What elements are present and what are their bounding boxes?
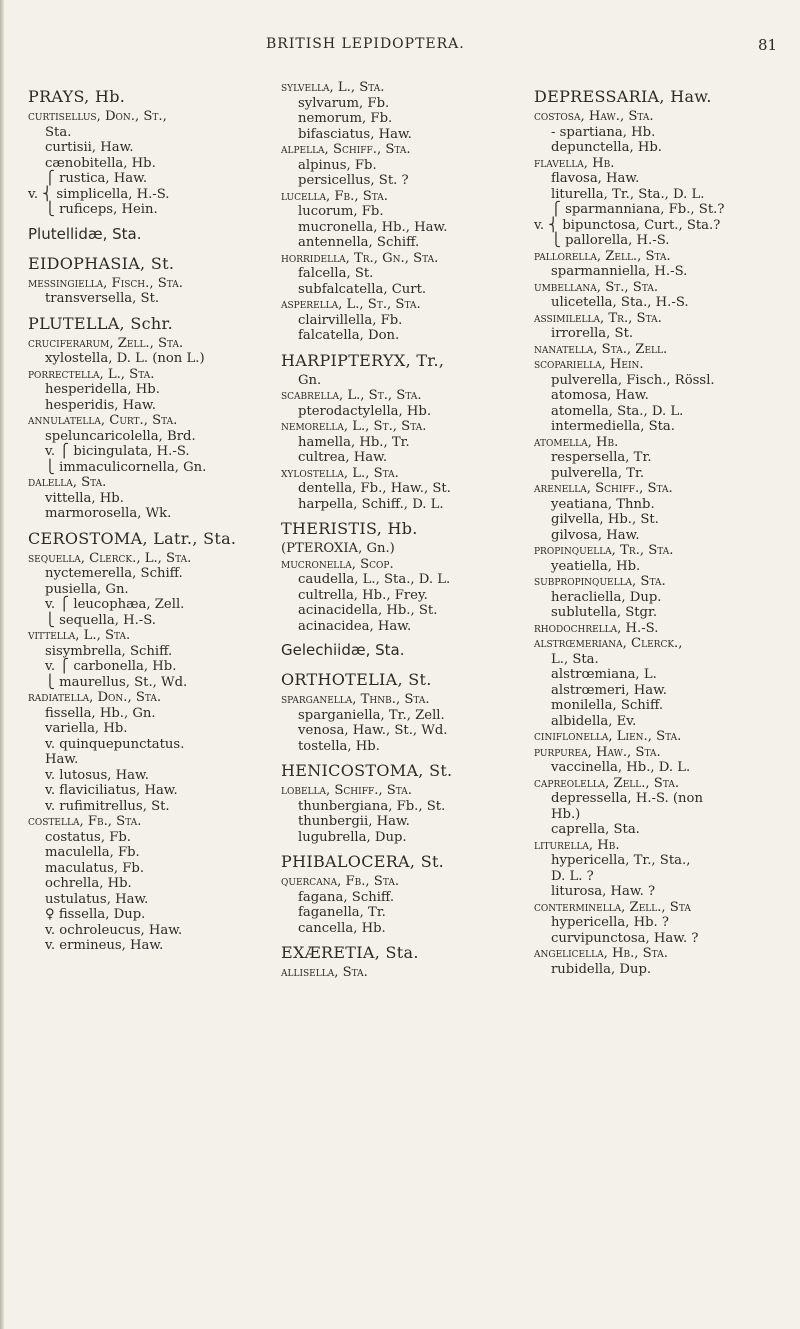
synonym-entry: ustulatus, Haw.: [45, 891, 149, 907]
synonym-entry: marmorosella, Wk.: [45, 506, 172, 521]
synonym-entry: alpinus, Fb.: [298, 157, 377, 173]
synonym-entry: ⎧ sparmanniana, Fb., St.?: [551, 202, 725, 217]
genus-heading: ORTHOTELIA, St.: [281, 670, 432, 689]
synonym-entry: ⎩ ruficeps, Hein.: [45, 202, 158, 217]
species-entry: porrectella, L., Sta.: [28, 366, 155, 382]
synonym-entry: ulicetella, Sta., H.-S.: [551, 295, 689, 310]
synonym-entry: v. quinquepunctatus.: [45, 736, 185, 752]
synonym-entry: falcatella, Don.: [298, 328, 400, 343]
synonym-entry: dentella, Fb., Haw., St.: [298, 481, 451, 496]
species-entry: xylostella, L., Sta.: [281, 465, 399, 481]
synonym-entry: Haw.: [45, 752, 79, 767]
synonym-entry: pulverella, Fisch., Rössl.: [551, 372, 715, 388]
species-entry: alpella, Schiff., Sta.: [281, 142, 411, 157]
synonym-entry: monilella, Schiff.: [551, 698, 664, 713]
species-entry: pallorella, Zell., Sta.: [534, 248, 671, 264]
genus-heading: DEPRESSARIA, Haw.: [534, 87, 712, 106]
synonym-entry: hypericella, Hb. ?: [551, 915, 669, 930]
synonym-entry: hesperidis, Haw.: [45, 397, 156, 413]
species-entry: scabrella, L., St., Sta.: [281, 388, 422, 403]
genus-heading: PLUTELLA, Schr.: [28, 313, 174, 333]
species-entry: lucella, Fb., Sta.: [281, 188, 388, 204]
synonym-entry: ⎩ pallorella, H.-S.: [551, 233, 670, 248]
synonym-entry: thunbergiana, Fb., St.: [298, 798, 446, 814]
synonym-entry: sparganiella, Tr., Zell.: [298, 707, 445, 723]
species-entry: asperella, L., St., Sta.: [281, 297, 421, 312]
species-entry: assimilella, Tr., Sta.: [534, 310, 662, 326]
synonym-entry: faganella, Tr.: [298, 905, 386, 920]
synonym-entry: acinacidea, Haw.: [298, 618, 412, 634]
page-number: 81: [758, 36, 778, 54]
family-heading: Plutellidæ, Sta.: [28, 224, 142, 243]
synonym-entry: v. rufimitrellus, St.: [45, 798, 170, 814]
species-entry: allisella, Sta.: [281, 965, 368, 980]
genus-heading: HENICOSTOMA, St.: [281, 761, 453, 780]
synonym-entry: mucronella, Hb., Haw.: [298, 219, 448, 235]
genus-heading: THERISTIS, Hb.: [281, 519, 418, 538]
synonym-entry: subfalcatella, Curt.: [298, 281, 427, 297]
synonym-entry: pulverella, Tr.: [551, 465, 645, 481]
synonym-entry: cancella, Hb.: [298, 920, 386, 936]
synonym-entry: fagana, Schiff.: [298, 889, 395, 905]
synonym-entry: sublutella, Stgr.: [551, 605, 658, 620]
synonym-entry: curvipunctosa, Haw. ?: [551, 930, 699, 946]
synonym-entry: cultrella, Hb., Frey.: [298, 587, 428, 603]
species-entry: messingiella, Fisch., Sta.: [28, 275, 183, 291]
synonym-entry: cænobitella, Hb.: [45, 155, 156, 171]
synonym-entry: ⎩ immaculicornella, Gn.: [45, 459, 207, 475]
synonym-entry: v. lutosus, Haw.: [45, 767, 149, 783]
species-entry: flavella, Hb.: [534, 155, 615, 171]
synonym-entry: intermediella, Sta.: [551, 419, 675, 434]
synonym-entry: albidella, Ev.: [551, 713, 637, 729]
synonym-entry: liturella, Tr., Sta., D. L.: [551, 186, 705, 202]
running-head: [0, 36, 800, 56]
species-entry: purpurea, Haw., Sta.: [534, 744, 661, 760]
species-entry: vittella, L., Sta.: [28, 628, 131, 643]
synonym-entry: thunbergii, Haw.: [298, 814, 410, 829]
synonym-entry: xylostella, D. L. (non L.): [45, 351, 205, 366]
synonym-entry: persicellus, St. ?: [298, 173, 409, 188]
synonym-entry: pterodactylella, Hb.: [298, 403, 432, 419]
species-entry: costella, Fb., Sta.: [28, 814, 142, 829]
synonym-entry: sylvarum, Fb.: [298, 95, 390, 111]
synonym-entry: v. ⎧ leucophæa, Zell.: [45, 597, 185, 612]
genus-heading: EIDOPHASIA, St.: [28, 253, 175, 273]
genus-heading: CEROSTOMA, Latr., Sta.: [28, 528, 237, 548]
species-entry: costosa, Haw., Sta.: [534, 109, 654, 124]
synonym-entry: bifasciatus, Haw.: [298, 126, 412, 142]
synonym-entry: depunctella, Hb.: [551, 140, 662, 155]
synonym-entry: vaccinella, Hb., D. L.: [551, 760, 691, 775]
synonym-entry: - spartiana, Hb.: [551, 124, 656, 140]
synonym-entry: cultrea, Haw.: [298, 450, 388, 465]
synonym-entry: v. ⎧ carbonella, Hb.: [45, 659, 177, 674]
species-entry: liturella, Hb.: [534, 837, 620, 853]
variety-entry: v. ⎨ simplicella, H.-S.: [28, 186, 170, 202]
synonym-entry: D. L. ?: [551, 868, 594, 884]
species-entry: nanatella, Sta., Zell.: [534, 341, 668, 357]
synonym-entry: atomosa, Haw.: [551, 388, 649, 403]
synonym-entry: yeatiella, Hb.: [551, 558, 641, 574]
column-2: [281, 80, 531, 981]
species-entry: ciniflonella, Lien., Sta.: [534, 729, 682, 744]
synonym-entry: speluncaricolella, Brd.: [45, 428, 196, 444]
synonym-entry: acinacidella, Hb., St.: [298, 603, 438, 618]
species-entry: mucronella, Scop.: [281, 556, 394, 572]
synonym-entry: ♀ fissella, Dup.: [45, 907, 146, 922]
genus-heading: HARPIPTERYX, Tr.,: [281, 350, 445, 370]
species-entry: curtisellus, Don., St.,: [28, 109, 167, 124]
synonym-entry: harpella, Schiff., D. L.: [298, 496, 444, 512]
genus-synonym: (PTEROXIA, Gn.): [281, 541, 395, 556]
genus-heading: EXÆRETIA, Sta.: [281, 943, 419, 962]
synonym-entry: maculella, Fb.: [45, 845, 140, 860]
column-1: [28, 80, 278, 954]
species-entry: radiatella, Don., Sta.: [28, 690, 162, 705]
synonym-entry: v. ⎧ bicingulata, H.-S.: [45, 444, 190, 459]
species-entry: alstrœmeriana, Clerck.,: [534, 636, 683, 651]
species-entry: annulatella, Curt., Sta.: [28, 413, 178, 428]
synonym-entry: transversella, St.: [45, 291, 160, 306]
species-entry: angelicella, Hb., Sta.: [534, 946, 668, 961]
species-entry: horridella, Tr., Gn., Sta.: [281, 250, 439, 266]
synonym-entry: ⎩ sequella, H.-S.: [45, 612, 156, 628]
synonym-entry: L., Sta.: [551, 651, 599, 667]
species-entry: arenella, Schiff., Sta.: [534, 481, 673, 496]
column-3: [534, 80, 784, 977]
synonym-entry: v. ochroleucus, Haw.: [45, 922, 183, 938]
synonym-entry: Hb.): [551, 806, 581, 822]
synonym-entry: alstrœmeri, Haw.: [551, 682, 667, 698]
synonym-entry: costatus, Fb.: [45, 829, 131, 845]
synonym-entry: nyctemerella, Schiff.: [45, 566, 183, 581]
species-entry: atomella, Hb.: [534, 434, 619, 450]
synonym-entry: ochrella, Hb.: [45, 876, 132, 891]
variety-entry: v. ⎨ bipunctosa, Curt., Sta.?: [534, 217, 721, 233]
synonym-entry: sisymbrella, Schiff.: [45, 643, 173, 659]
synonym-entry: depressella, H.-S. (non: [551, 791, 703, 806]
synonym-entry: respersella, Tr.: [551, 450, 652, 465]
synonym-entry: variella, Hb.: [45, 721, 128, 736]
synonym-entry: v. ermineus, Haw.: [45, 938, 164, 953]
species-entry: umbellana, St., Sta.: [534, 279, 659, 295]
synonym-entry: clairvillella, Fb.: [298, 312, 403, 328]
synonym-entry: tostella, Hb.: [298, 738, 380, 754]
synonym-entry: Sta.: [45, 124, 72, 140]
synonym-entry: liturosa, Haw. ?: [551, 884, 656, 899]
binding-gutter: [0, 0, 4, 1329]
synonym-entry: fissella, Hb., Gn.: [45, 705, 156, 721]
synonym-entry: falcella, St.: [298, 266, 374, 281]
family-heading: Gelechiidæ, Sta.: [281, 641, 405, 659]
synonym-entry: antennella, Schiff.: [298, 235, 420, 250]
synonym-entry: venosa, Haw., St., Wd.: [298, 723, 448, 738]
synonym-entry: lucorum, Fb.: [298, 204, 384, 219]
synonym-entry: curtisii, Haw.: [45, 140, 134, 155]
species-entry: quercana, Fb., Sta.: [281, 874, 400, 889]
synonym-entry: pusiella, Gn.: [45, 581, 129, 597]
species-entry: capreolella, Zell., Sta.: [534, 775, 680, 791]
synonym-entry: gilvella, Hb., St.: [551, 512, 659, 527]
synonym-entry: rubidella, Dup.: [551, 961, 652, 977]
species-entry: sparganella, Thnb., Sta.: [281, 692, 430, 707]
species-entry: sequella, Clerck., L., Sta.: [28, 550, 192, 566]
synonym-entry: vittella, Hb.: [45, 490, 124, 506]
synonym-entry: hesperidella, Hb.: [45, 382, 160, 397]
synonym-entry: ⎧ rustica, Haw.: [45, 171, 148, 186]
synonym-entry: atomella, Sta., D. L.: [551, 403, 684, 419]
synonym-entry: flavosa, Haw.: [551, 171, 640, 186]
synonym-entry: caudella, L., Sta., D. L.: [298, 572, 451, 587]
synonym-entry: gilvosa, Haw.: [551, 527, 640, 543]
synonym-entry: caprella, Sta.: [551, 822, 640, 837]
synonym-entry: ⎩ maurellus, St., Wd.: [45, 674, 188, 690]
synonym-entry: maculatus, Fb.: [45, 860, 145, 876]
synonym-entry: alstrœmiana, L.: [551, 667, 657, 682]
genus-heading: PHIBALOCERA, St.: [281, 852, 445, 871]
species-entry: cruciferarum, Zell., Sta.: [28, 335, 184, 351]
synonym-entry: heracliella, Dup.: [551, 589, 662, 605]
synonym-entry: irrorella, St.: [551, 326, 634, 341]
synonym-entry: sparmanniella, H.-S.: [551, 264, 688, 279]
synonym-entry: hamella, Hb., Tr.: [298, 434, 410, 450]
synonym-entry: Gn.: [298, 372, 322, 388]
species-entry: propinquella, Tr., Sta.: [534, 543, 674, 558]
synonym-entry: nemorum, Fb.: [298, 111, 393, 126]
species-entry: lobella, Schiff., Sta.: [281, 783, 413, 798]
species-entry: sylvella, L., Sta.: [281, 80, 385, 95]
synonym-entry: yeatiana, Thnb.: [551, 496, 655, 512]
synonym-entry: v. flaviciliatus, Haw.: [45, 783, 178, 798]
species-entry: rhodochrella, H.-S.: [534, 620, 659, 636]
species-entry: subpropinquella, Sta.: [534, 574, 666, 589]
synonym-entry: lugubrella, Dup.: [298, 829, 407, 845]
genus-heading: PRAYS, Hb.: [28, 87, 126, 106]
species-entry: scopariella, Hein.: [534, 357, 644, 372]
running-title: BRITISH LEPIDOPTERA.: [266, 36, 465, 52]
synonym-entry: hypericella, Tr., Sta.,: [551, 853, 691, 868]
species-entry: dalella, Sta.: [28, 475, 107, 490]
species-entry: nemorella, L., St., Sta.: [281, 419, 427, 434]
species-entry: conterminella, Zell., Sta: [534, 899, 691, 915]
